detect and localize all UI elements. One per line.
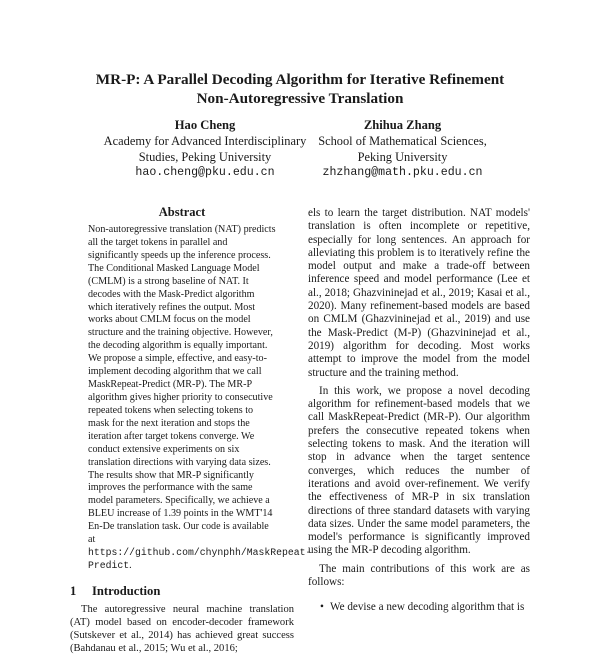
contribution-bullet [308, 601, 530, 614]
author-name: Hao Cheng [174, 118, 236, 132]
section-heading-introduction [70, 583, 294, 599]
intro-paragraph: The autoregressive neural machine translation (AT) model based on encoder-decoder framework (Sutskever et al., 2014) has achieved great success (Bahdanau et al., 2015; Wu et al., 2016; [70, 603, 294, 655]
section-number: 1 [70, 583, 77, 598]
body-paragraph: els to learn the target distribution. NAT models' translation is often incomplete or repetitive, especially for long sentences. An approach for alleviating this problem is to iteratively refine the model output and make a trade-off between inference speed and model performance (Lee et al., 2018; Ghazvininejad et al., 2019; Kasai et al., 2020). Many refinement-based models are based on CMLM (Ghazvininejad et al., 2019) and use the Mask-Predict (M-P) (Ghazvininejad et al., 2019) algorithm for decoding. Most works attempt to improve the model from the model structure and the training method. [308, 207, 530, 379]
body-paragraph: In this work, we propose a novel decoding algorithm for refinement-based models that we call MaskRepeat-Predict (MR-P). Our algorithm prefers the consecutive repeated tokens when selecting tokens to mask. And the iteration will stop in advance when the target sentence converges, which reduces the number of iterations and avoid over-refinement. We verify the effectiveness of MR-P in six translation directions of three standard datasets with varying data sizes. Under the same model parameters, the model's performance is significantly improved using the MR-P decoding algorithm. [308, 384, 530, 557]
left-column [70, 205, 312, 655]
abstract-body-text: Non-autoregressive translation (NAT) predicts all the target tokens in parallel and significantly speeds up the inference process. The Conditional Masked Language Model (CMLM) is a strong baseline of NAT. It decodes with the Mask-Predict algorithm which iteratively refines the output. Most works about CMLM focus on the model structure and the training objective. However, the decoding algorithm is equally important. We propose a simple, effective, and easy-to-implement decoding algorithm that we call MaskRepeat-Predict (MR-P). The MR-P algorithm gives higher priority to consecutive repeated tokens when selecting tokens to mask for the next iteration and stops the iteration after target tokens converge. We conduct extensive experiments on six translation directions with varying data sizes. The results show that MR-P significantly improves the performance with the same model parameters. Specifically, we achieve a BLEU increase of 1.39 points in the WMT'14 En-De translation task. Our code is available at [88, 224, 276, 546]
body-paragraph: The main contributions of this work are as follows: [308, 562, 530, 589]
author-block-2 [305, 117, 500, 181]
author-affiliation-line: School of Mathematical Sciences, [318, 134, 487, 148]
bullet-icon: • [320, 601, 324, 614]
right-column [308, 207, 530, 615]
abstract-end: . [129, 559, 132, 571]
author-affiliation-line: Studies, Peking University [138, 150, 272, 164]
abstract-heading: Abstract [158, 205, 206, 219]
author-email: zhzhang@math.pku.edu.cn [322, 166, 483, 179]
author-name: Zhihua Zhang [363, 118, 442, 132]
bullet-text: We devise a new decoding algorithm that is [330, 601, 525, 614]
title-line-1: MR-P: A Parallel Decoding Algorithm for Iterative Refinement [95, 71, 505, 88]
author-affiliation-line: Peking University [357, 150, 448, 164]
section-title: Introduction [92, 583, 161, 598]
code-url-link[interactable]: https://github.com/chynphh/MaskRepeat-Predict [88, 547, 312, 571]
author-email: hao.cheng@pku.edu.cn [135, 166, 275, 179]
abstract-text [88, 224, 312, 573]
paper-title [60, 70, 540, 108]
author-affiliation-line: Academy for Advanced Interdisciplinary [103, 134, 307, 148]
author-block-1 [95, 117, 315, 181]
title-line-2: Non-Autoregressive Translation [196, 90, 404, 107]
